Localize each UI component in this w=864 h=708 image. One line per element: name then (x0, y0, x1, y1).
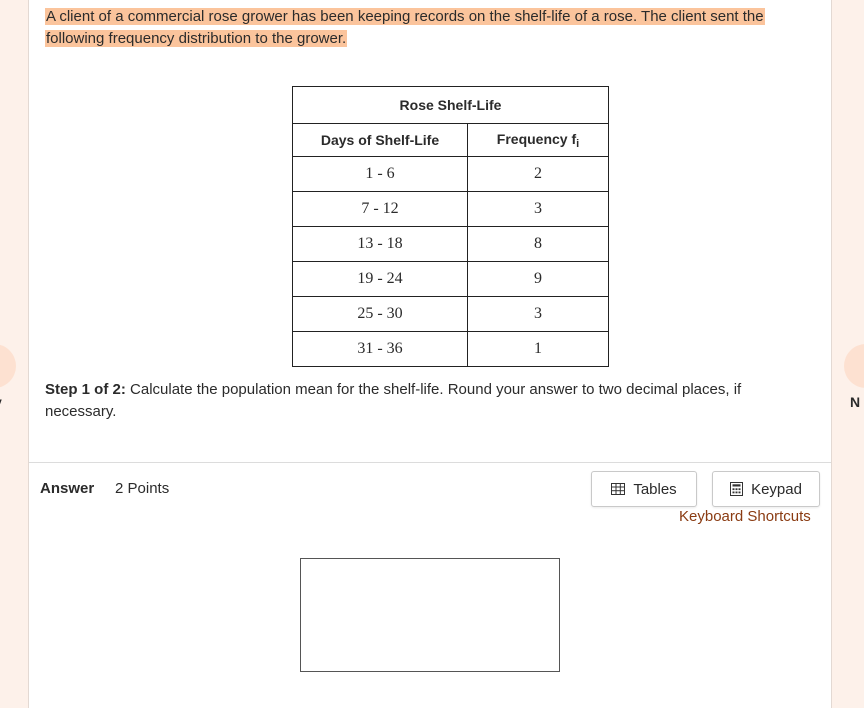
calculator-icon (730, 482, 743, 496)
frequency-cell: 2 (468, 157, 609, 192)
frequency-cell: 3 (468, 192, 609, 227)
step-text: Calculate the population mean for the shelf-life. Round your answer to two decimal places, if necessary. (45, 381, 742, 420)
column-header-frequency (468, 124, 609, 157)
frequency-cell: 1 (468, 332, 609, 367)
table-row (293, 262, 609, 297)
days-cell: 25 - 30 (293, 297, 468, 332)
frequency-header-text: Frequency f (496, 130, 577, 147)
table-row (293, 332, 609, 367)
frequency-cell: 9 (468, 262, 609, 297)
table-row (293, 227, 609, 262)
frequency-table (292, 86, 609, 367)
table-row (293, 297, 609, 332)
answer-label: Answer (40, 480, 95, 497)
column-header-days: Days of Shelf-Life (293, 124, 468, 157)
table-row (293, 192, 609, 227)
points-label: 2 Points (115, 480, 170, 497)
tables-button-label: Tables (633, 480, 677, 498)
days-cell: 7 - 12 (293, 192, 468, 227)
tables-button[interactable] (591, 471, 697, 507)
step-instruction (45, 379, 805, 423)
previous-nav-label[interactable] (0, 394, 2, 410)
table-grid-icon (611, 483, 625, 495)
question-panel (28, 0, 832, 708)
next-nav-label[interactable]: N (850, 394, 861, 410)
days-cell: 13 - 18 (293, 227, 468, 262)
days-cell: 31 - 36 (293, 332, 468, 367)
keypad-button[interactable] (712, 471, 820, 507)
days-cell: 1 - 6 (293, 157, 468, 192)
table-row (293, 157, 609, 192)
previous-nav-button[interactable] (0, 344, 16, 388)
question-intro (45, 6, 805, 50)
answer-input[interactable] (300, 558, 560, 672)
days-cell: 19 - 24 (293, 262, 468, 297)
frequency-subscript: i (576, 137, 580, 150)
keypad-button-label: Keypad (751, 480, 802, 498)
table-caption: Rose Shelf-Life (293, 87, 609, 124)
highlighted-intro-text: A client of a commercial rose grower has been keeping records on the shelf-life of a rose. The client sent the following frequency distribution to the grower. (46, 8, 764, 47)
step-label: Step 1 of 2: (45, 381, 126, 398)
frequency-cell: 8 (468, 227, 609, 262)
section-divider (29, 462, 831, 463)
frequency-cell: 3 (468, 297, 609, 332)
next-nav-button[interactable] (844, 344, 864, 388)
keyboard-shortcuts-link[interactable]: Keyboard Shortcuts (679, 508, 811, 525)
